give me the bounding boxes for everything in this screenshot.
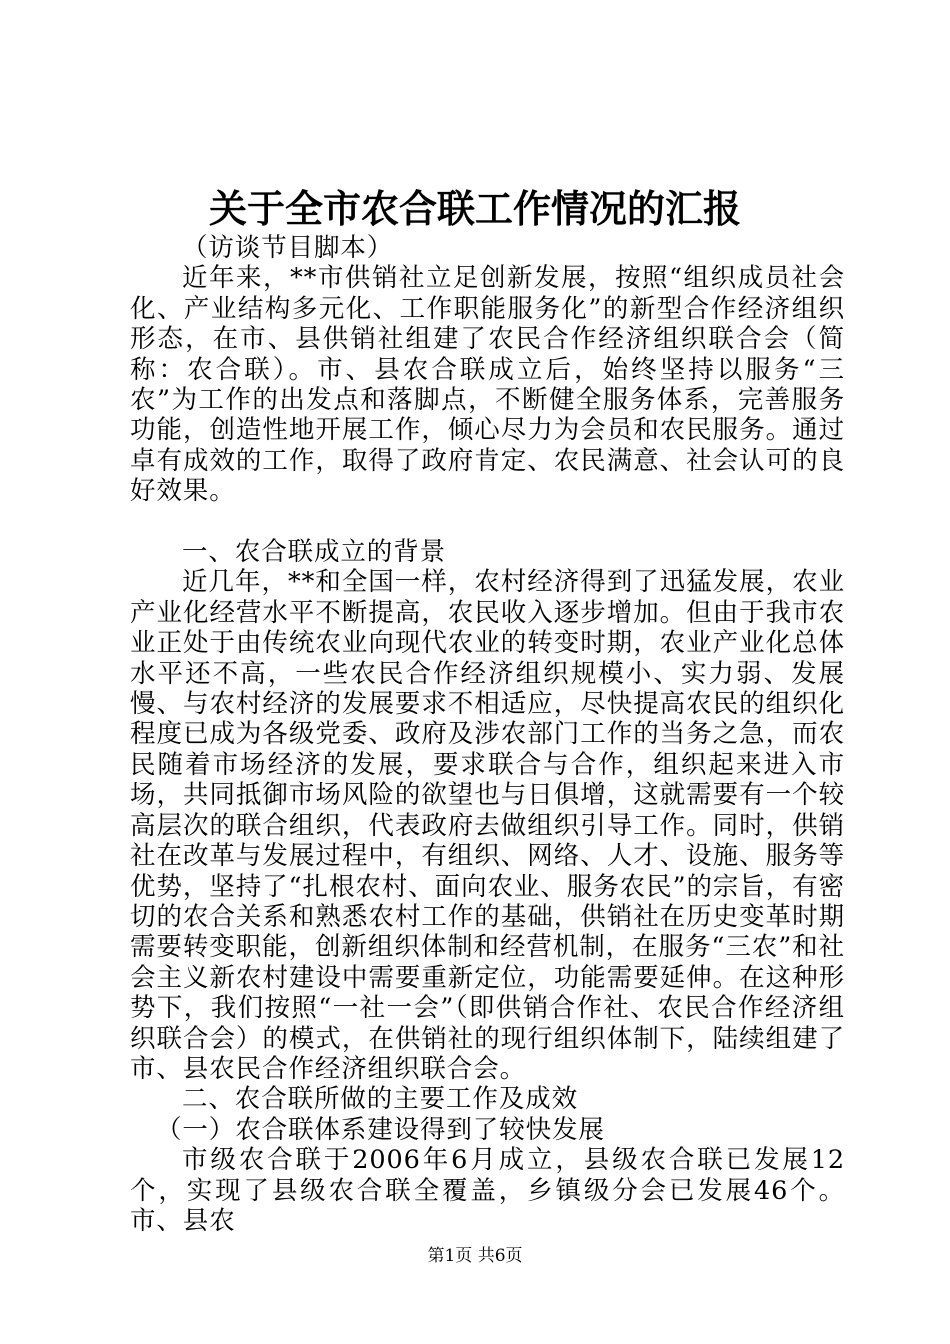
- document-body: [130, 233, 845, 1236]
- page-footer: 第1页 共6页: [427, 1246, 523, 1266]
- paragraph-system: 市级农合联于2006年6月成立，县级农合联已发展12个，实现了县级农合联全覆盖，乡镇级分会已发展46个。市、县农: [130, 1145, 845, 1236]
- document-subtitle: （访谈节目脚本）: [182, 233, 394, 263]
- section-heading-background: 一、农合联成立的背景: [182, 537, 447, 568]
- section-heading-main-work: 二、农合联所做的主要工作及成效: [182, 1084, 579, 1115]
- paragraph-background: 近几年，**和全国一样，农村经济得到了迅猛发展，农业产业化经营水平不断提高，农民收入逐步增加。但由于我市农业正处于由传统农业向现代农业的转变时期，农业产业化总体水平还不高，一些农民合作经济组织规模小、实力弱、发展慢、与农村经济的发展要求不相适应，尽快提高农民的组织化程度已成为各级党委、政府及涉农部门工作的当务之急，而农民随着市场经济的发展，要求联合与合作，组织起来进入市场，共同抵御市场风险的欲望也与日俱增，这就需要有一个较高层次的联合组织，代表政府去做组织引导工作。同时，供销社在改革与发展过程中，有组织、网络、人才、设施、服务等优势，坚持了“扎根农村、面向农业、服务农民”的宗旨，有密切的农合关系和熟悉农村工作的基础，供销社在历史变革时期需要转变职能，创新组织体制和经营机制，在服务“三农”和社会主义新农村建设中需要重新定位，功能需要延伸。在这种形势下，我们按照“一社一会”（即供销合作社、农民合作经济组织联合会）的模式，在供销社的现行组织体制下，陆续组建了市、县农民合作经济组织联合会。: [130, 567, 845, 1084]
- paragraph-spacer: [130, 507, 845, 537]
- document-title: 关于全市农合联工作情况的汇报: [208, 186, 741, 231]
- subsection-heading-system: （一）农合联体系建设得到了较快发展: [156, 1114, 605, 1145]
- paragraph-intro: 近年来，**市供销社立足创新发展，按照“组织成员社会化、产业结构多元化、工作职能服务化”的新型合作经济组织形态，在市、县供销社组建了农民合作经济组织联合会（简称：农合联）。市、县农合联成立后，始终坚持以服务“三农”为工作的出发点和落脚点，不断健全服务体系，完善服务功能，创造性地开展工作，倾心尽力为会员和农民服务。通过卓有成效的工作，取得了政府肯定、农民满意、社会认可的良好效果。: [130, 263, 845, 507]
